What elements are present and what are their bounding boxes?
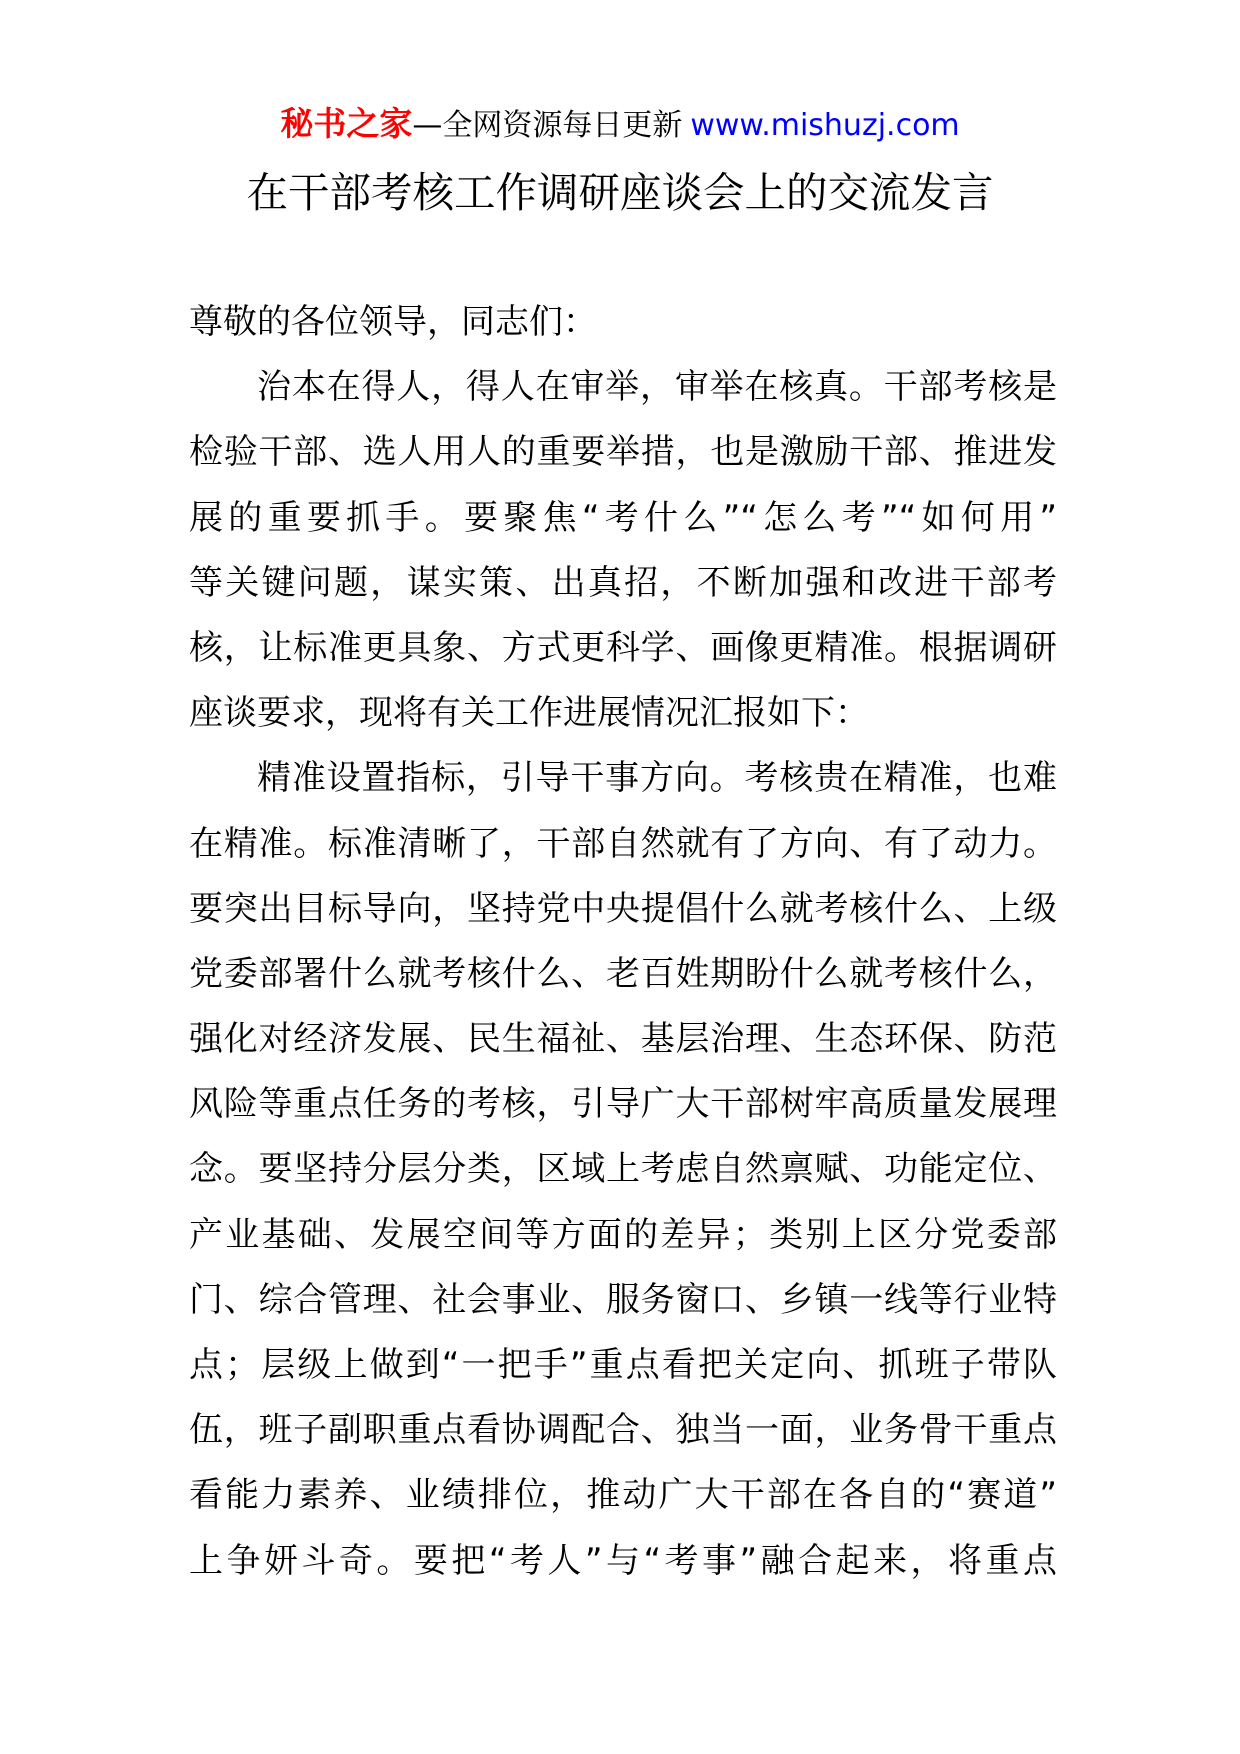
body-line: 门、综合管理、社会事业、服务窗口、乡镇一线等行业特 [189, 1279, 1057, 1320]
header-tagline: —全网资源每日更新 [412, 108, 683, 143]
body-line: 检验干部、选人用人的重要举措，也是激励干部、推进发 [189, 432, 1057, 473]
body-line: 念。要坚持分层分类，区域上考虑自然禀赋、功能定位、 [189, 1149, 1057, 1190]
body-line: 伍，班子副职重点看协调配合、独当一面，业务骨干重点 [189, 1410, 1057, 1451]
body-line: 点；层级上做到“一把手”重点看把关定向、抓班子带队 [189, 1345, 1057, 1385]
greeting-line: 尊敬的各位领导，同志们： [189, 302, 597, 342]
page-header [0, 102, 1240, 146]
body-line: 强化对经济发展、民生福祉、基层治理、生态环保、防范 [189, 1019, 1057, 1060]
site-url-link[interactable]: www.mishuzj.com [690, 108, 960, 143]
document-title: 在干部考核工作调研座谈会上的交流发言 [246, 168, 994, 217]
document-body [189, 290, 1057, 1594]
body-line: 展的重要抓手。要聚焦“考什么”“怎么考”“如何用” [189, 497, 1057, 538]
brand-name: 秘书之家 [280, 104, 413, 143]
body-line: 要突出目标导向，坚持党中央提倡什么就考核什么、上级 [189, 888, 1057, 929]
body-line: 在精准。标准清晰了，干部自然就有了方向、有了动力。 [189, 823, 1057, 864]
paragraph-indicators [189, 746, 1057, 1593]
body-line: 治本在得人，得人在审举，审举在核真。干部考核是 [257, 367, 1057, 408]
paragraph-greeting [189, 290, 1057, 355]
body-line: 精准设置指标，引导干事方向。考核贵在精准，也难 [257, 758, 1057, 799]
body-line: 党委部署什么就考核什么、老百姓期盼什么就考核什么， [189, 953, 1057, 994]
body-line: 上争妍斗奇。要把“考人”与“考事”融合起来，将重点 [189, 1540, 1057, 1581]
body-line: 风险等重点任务的考核，引导广大干部树牢高质量发展理 [189, 1084, 1057, 1125]
paragraph-intro [189, 355, 1057, 746]
body-line: 核，让标准更具象、方式更科学、画像更精准。根据调研 [189, 627, 1057, 668]
body-line: 等关键问题，谋实策、出真招，不断加强和改进干部考 [189, 562, 1057, 603]
body-line: 座谈要求，现将有关工作进展情况汇报如下： [189, 693, 869, 734]
body-line: 看能力素养、业绩排位，推动广大干部在各自的“赛道” [189, 1475, 1057, 1516]
body-line: 产业基础、发展空间等方面的差异；类别上区分党委部 [189, 1214, 1057, 1255]
